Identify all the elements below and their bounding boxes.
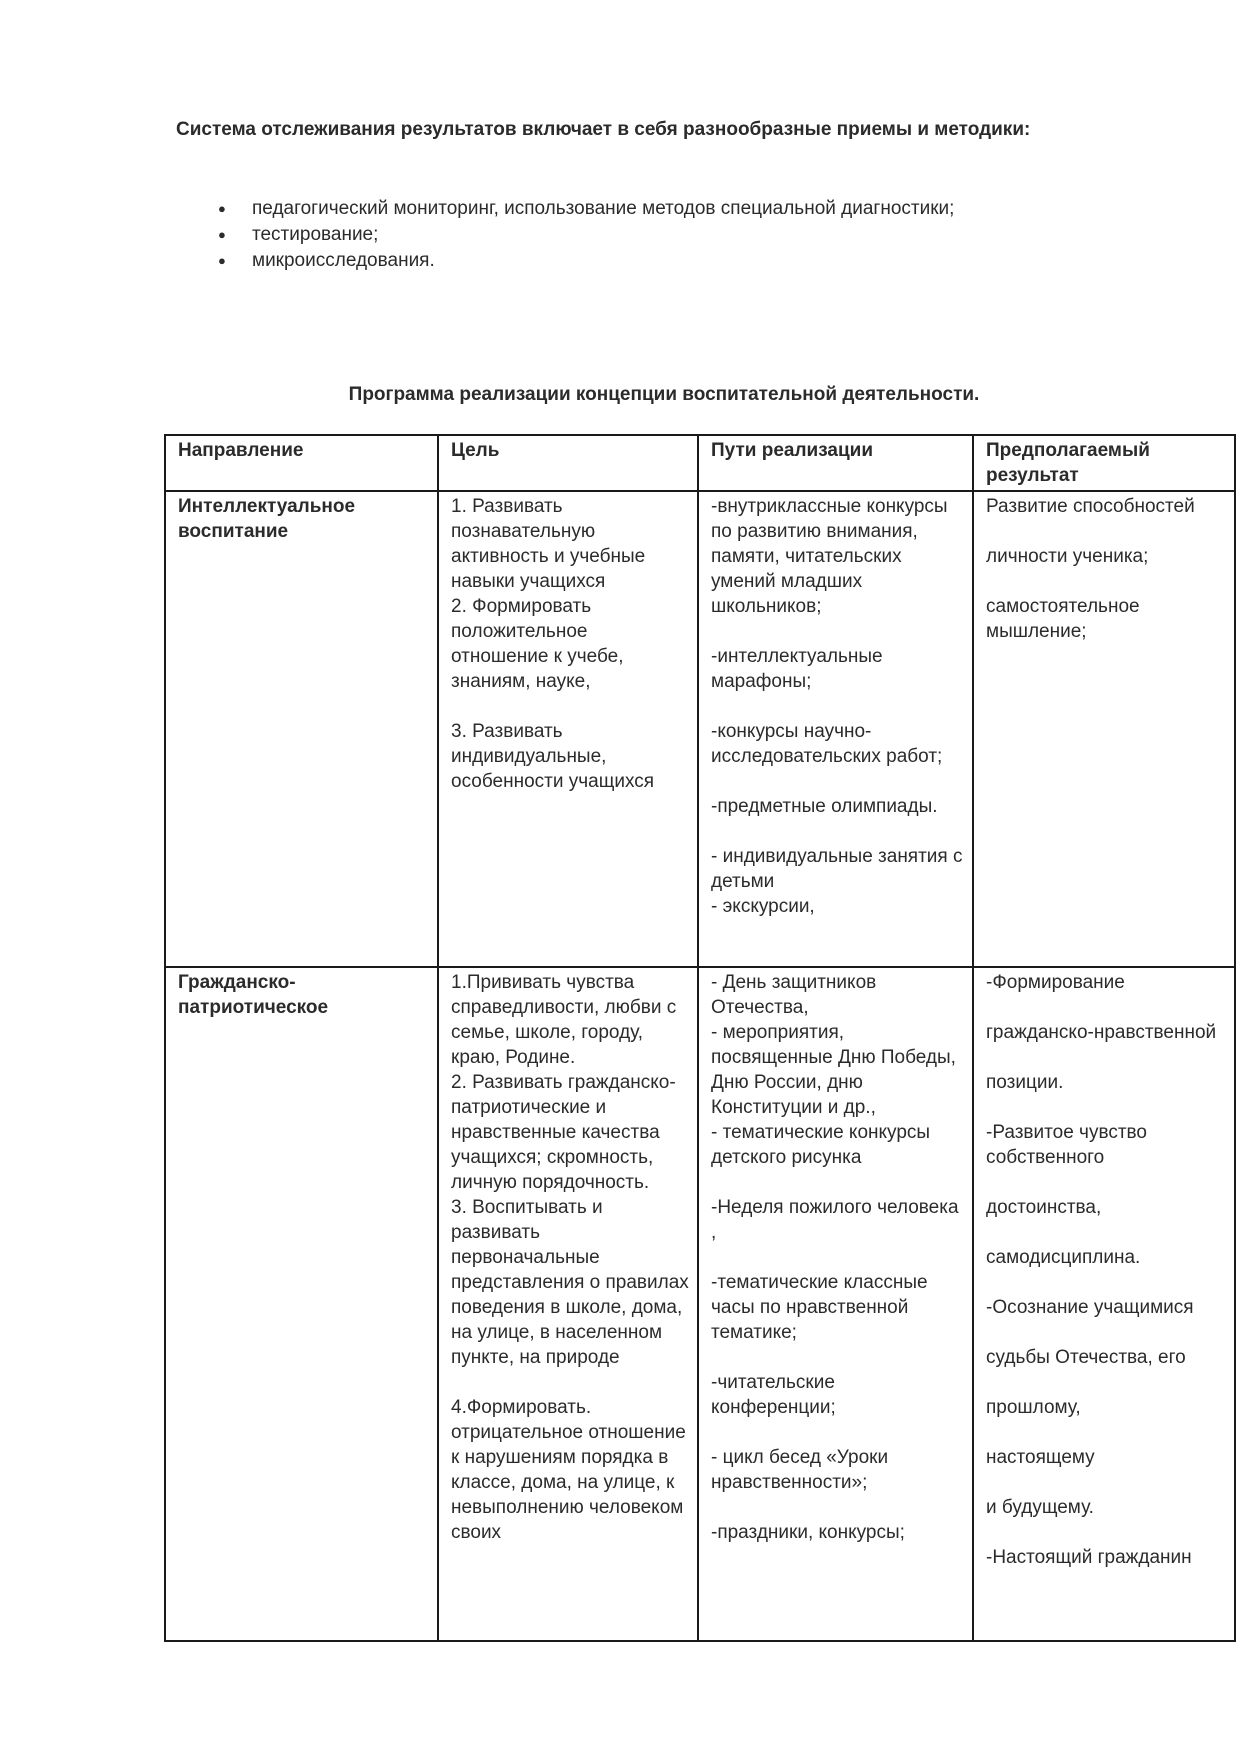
header-ways: Пути реализации xyxy=(698,435,973,491)
table-row xyxy=(165,491,1235,967)
cell-paragraph: - индивидуальные занятия с детьми xyxy=(711,846,963,892)
cell-paragraph: -конкурсы научно-исследовательских работ; xyxy=(711,721,943,767)
blank-line xyxy=(986,1220,1226,1245)
blank-line xyxy=(986,1420,1226,1445)
bullet-dot-icon: ● xyxy=(218,253,226,268)
cell-paragraph: -Осознание учащимися xyxy=(986,1297,1194,1318)
ways-cell xyxy=(698,967,973,1641)
blank-line xyxy=(711,1245,964,1270)
blank-line xyxy=(986,1520,1226,1545)
cell-paragraph: судьбы Отечества, его xyxy=(986,1347,1186,1368)
table-row xyxy=(165,967,1235,1641)
program-table xyxy=(164,434,1236,1642)
cell-paragraph: гражданско-нравственной xyxy=(986,1022,1217,1043)
blank-line xyxy=(711,769,964,794)
cell-paragraph: -Настоящий гражданин xyxy=(986,1547,1192,1568)
header-direction: Направление xyxy=(165,435,438,491)
cell-paragraph: -внутриклассные конкурсы по развитию внимания, памяти, читательских умений младших школьников; xyxy=(711,496,948,617)
blank-line xyxy=(986,1370,1226,1395)
goal-cell xyxy=(438,491,698,967)
goal-cell xyxy=(438,967,698,1641)
cell-paragraph: - цикл бесед «Уроки нравственности»; xyxy=(711,1447,889,1493)
direction-cell: Гражданско-патриотическое xyxy=(165,967,438,1641)
cell-paragraph: достоинства, xyxy=(986,1197,1102,1218)
cell-paragraph: 1.Прививать чувства справедливости, любви с семье, школе, городу, краю, Родине. xyxy=(451,972,677,1068)
blank-line xyxy=(986,1470,1226,1495)
result-cell xyxy=(973,491,1235,967)
cell-paragraph: - День защитников Отечества, xyxy=(711,972,877,1018)
cell-paragraph: и будущему. xyxy=(986,1497,1094,1518)
blank-line xyxy=(711,819,964,844)
intro-heading: Система отслеживания результатов включает в себя разнообразные приемы и методики: xyxy=(176,119,1031,140)
cell-paragraph: 4.Формировать. отрицательное отношение к нарушениям порядка в классе, дома, на улице, к невыполнению человеком своих xyxy=(451,1397,686,1543)
list-item: ● педагогический мониторинг, использование методов специальной диагностики; xyxy=(176,196,1176,222)
bullet-dot-icon: ● xyxy=(218,201,226,216)
cell-paragraph: -предметные олимпиады. xyxy=(711,796,938,817)
bullet-dot-icon: ● xyxy=(218,227,226,242)
cell-paragraph: -Развитое чувство собственного xyxy=(986,1122,1147,1168)
cell-paragraph: -праздники, конкурсы; xyxy=(711,1522,905,1543)
blank-line xyxy=(986,1170,1226,1195)
cell-paragraph: - мероприятия, посвященные Дню Победы, Дню России, дню Конституции и др., xyxy=(711,1022,956,1118)
list-item: ● микроисследования. xyxy=(176,248,1176,274)
blank-line xyxy=(711,619,964,644)
blank-line xyxy=(711,1420,964,1445)
table-title: Программа реализации концепции воспитательной деятельности. xyxy=(348,384,980,405)
blank-line xyxy=(711,1495,964,1520)
cell-paragraph: настоящему xyxy=(986,1447,1095,1468)
header-goal: Цель xyxy=(438,435,698,491)
cell-paragraph: -Неделя пожилого человека , xyxy=(711,1197,959,1243)
blank-line xyxy=(711,1345,964,1370)
blank-line xyxy=(451,694,689,719)
blank-line xyxy=(986,569,1226,594)
cell-paragraph: 1. Развивать познавательную активность и учебные навыки учащихся xyxy=(451,496,646,592)
blank-line xyxy=(711,1170,964,1195)
cell-paragraph: позиции. xyxy=(986,1072,1064,1093)
cell-paragraph: 2. Формировать положительное отношение к учебе, знаниям, науке, xyxy=(451,596,624,692)
blank-line xyxy=(986,1270,1226,1295)
cell-paragraph: -читательские конференции; xyxy=(711,1372,836,1418)
cell-paragraph: прошлому, xyxy=(986,1397,1081,1418)
methods-list xyxy=(176,196,1176,274)
cell-paragraph: -тематические классные часы по нравственной тематике; xyxy=(711,1272,928,1343)
cell-paragraph: Развитие способностей xyxy=(986,496,1195,517)
cell-paragraph: самодисциплина. xyxy=(986,1247,1141,1268)
table-header-row xyxy=(165,435,1235,491)
cell-paragraph: личности ученика; xyxy=(986,546,1149,567)
ways-cell xyxy=(698,491,973,967)
result-cell xyxy=(973,967,1235,1641)
cell-paragraph: 2. Развивать гражданско-патриотические и нравственные качества учащихся; скромность, личную порядочность. xyxy=(451,1072,676,1193)
blank-line xyxy=(986,1045,1226,1070)
blank-line xyxy=(986,1320,1226,1345)
blank-line xyxy=(986,1095,1226,1120)
cell-paragraph: самостоятельное мышление; xyxy=(986,596,1140,642)
cell-paragraph: - тематические конкурсы детского рисунка xyxy=(711,1122,931,1168)
blank-line xyxy=(451,1370,689,1395)
cell-paragraph: 3. Развивать индивидуальные, особенности учащихся xyxy=(451,721,655,792)
cell-paragraph: -интеллектуальные марафоны; xyxy=(711,646,883,692)
direction-cell: Интеллектуальное воспитание xyxy=(165,491,438,967)
list-item: ● тестирование; xyxy=(176,222,1176,248)
blank-line xyxy=(986,519,1226,544)
cell-paragraph: -Формирование xyxy=(986,972,1125,993)
cell-paragraph: 3. Воспитывать и развивать первоначальные представления о правилах поведения в школе, дома, на улице, в населенном пункте, на природе xyxy=(451,1197,689,1368)
header-result: Предполагаемый результат xyxy=(973,435,1235,491)
blank-line xyxy=(711,694,964,719)
cell-paragraph: - экскурсии, xyxy=(711,896,815,917)
blank-line xyxy=(986,995,1226,1020)
